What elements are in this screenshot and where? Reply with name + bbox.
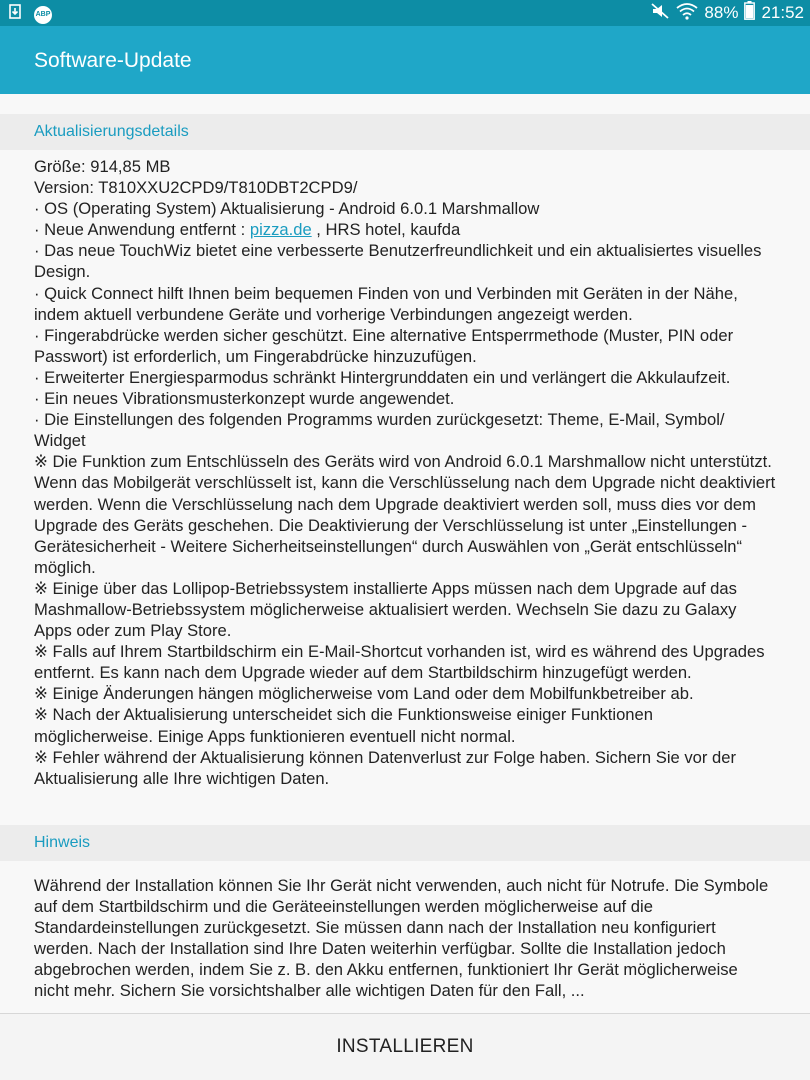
- note-country: ※ Einige Änderungen hängen möglicherweise vom Land oder dem Mobilfunkbetreiber ab.: [34, 684, 694, 704]
- item-power-saving: · Erweiterter Energiesparmodus schränkt Hintergrunddaten ein und verlängert die Akkulaufzeit.: [34, 367, 731, 387]
- item-quick-connect: · Quick Connect hilft Ihnen beim bequemen Finden von und Verbinden mit Geräten in der Nähe, indem aktuell verbundene Geräte und vorherige Verbindungen angezeigt werden.: [34, 283, 738, 324]
- details-section-header: Aktualisierungsdetails: [0, 114, 810, 150]
- abp-icon: ABP: [34, 6, 52, 24]
- page-title: Software-Update: [34, 49, 192, 72]
- note-data-loss: ※ Fehler während der Aktualisierung können Datenverlust zur Folge haben. Sichern Sie vor der Aktualisierung alle Ihre wichtigen Daten.: [34, 747, 737, 788]
- pizza-link[interactable]: pizza.de: [249, 220, 312, 240]
- app-bar: [0, 26, 810, 94]
- note-email-shortcut: ※ Falls auf Ihrem Startbildschirm ein E-Mail-Shortcut vorhanden ist, wird es während des Upgrades entfernt. Es kann nach dem Upgrade wieder auf dem Startbildschirm hinzugefügt werden.: [34, 642, 765, 683]
- notice-section-header: Hinweis: [0, 825, 810, 861]
- status-bar-system: [650, 0, 804, 26]
- status-bar-notifications: [8, 3, 52, 26]
- note-functions: ※ Nach der Aktualisierung unterscheidet sich die Funktionsweise einiger Funktionen möglicherweise. Einige Apps funktionieren eventuell nicht normal.: [34, 705, 653, 746]
- mute-icon: [650, 2, 670, 25]
- clock: 21:52: [761, 3, 804, 22]
- details-section-body: [0, 150, 810, 789]
- install-button[interactable]: INSTALLIEREN: [316, 1026, 493, 1068]
- item-touchwiz: · Das neue TouchWiz bietet eine verbesserte Benutzerfreundlichkeit und ein aktualisiertes visuelles Design.: [34, 241, 762, 282]
- notice-section-body: [0, 861, 810, 1002]
- status-bar: [0, 0, 810, 26]
- note-lollipop: ※ Einige über das Lollipop-Betriebssystem installierte Apps müssen nach dem Upgrade auf das Mashmallow-Betriebssystem möglicherweise aktualisiert werden. Wechseln Sie dazu zu Galaxy Apps oder zum Play Store.: [34, 578, 737, 641]
- item-app-prefix: · Neue Anwendung entfernt :: [34, 220, 250, 240]
- note-decrypt: ※ Die Funktion zum Entschlüsseln des Geräts wird von Android 6.0.1 Marshmallow nicht unterstützt. Wenn das Mobilgerät verschlüsselt ist, kann die Verschlüsselung nach dem Upgrade nicht deaktiviert werden. Wenn die Verschlüsselung nach dem Upgrade deaktiviert werden soll, muss dies vor dem Upgrade des Geräts geschehen. Die Deaktivierung der Verschlüsselung ist unter „Einstellungen - Gerätesicherheit - Weitere Sicherheitseinstellungen“ durch Auswählen von „Gerät entschlüsseln“ möglich.: [34, 452, 776, 577]
- battery-percent: 88%: [704, 3, 739, 22]
- download-notification-icon: [8, 3, 24, 26]
- item-reset: · Die Einstellungen des folgenden Programms wurden zurückgesetzt: Theme, E-Mail, Symbol/ Widget: [34, 410, 725, 451]
- notice-text: Während der Installation können Sie Ihr Gerät nicht verwenden, auch nicht für Notrufe. Die Symbole auf dem Startbildschirm und die Geräteeinstellungen werden möglicherweise auf die Standardeinstellungen zurückgesetzt. Sie müssen dann nach der Installation neu konfiguriert werden. Nach der Installation sind Ihre Daten weiterhin verfügbar. Sollte die Installation jedoch abgebrochen werden, indem Sie z. B. den Akku entfernen, funktioniert Ihr Gerät möglicherweise nicht mehr. Sichern Sie vorsichtshalber alle wichtigen Daten für den Fall, ...: [34, 875, 769, 1001]
- battery-icon: [744, 1, 755, 25]
- wifi-icon: [676, 2, 698, 25]
- item-app-suffix: , HRS hotel, kaufda: [311, 220, 461, 240]
- update-size: Größe: 914,85 MB: [34, 157, 171, 176]
- section-gap: [0, 789, 810, 825]
- item-os: · OS (Operating System) Aktualisierung - Android 6.0.1 Marshmallow: [34, 199, 540, 219]
- update-version: Version: T810XXU2CPD9/T810DBT2CPD9/: [34, 178, 358, 198]
- item-app-removed: [34, 219, 776, 240]
- item-vibration: · Ein neues Vibrationsmusterkonzept wurde angewendet.: [34, 389, 455, 409]
- bottom-action-bar: [0, 1013, 810, 1080]
- top-spacer: [0, 94, 810, 114]
- update-details-scroll[interactable]: [0, 94, 810, 1013]
- item-fingerprint: · Fingerabdrücke werden sicher geschützt. Eine alternative Entsperrmethode (Muster, PIN oder Passwort) ist erforderlich, um Fingerabdrücke hinzuzufügen.: [34, 325, 734, 366]
